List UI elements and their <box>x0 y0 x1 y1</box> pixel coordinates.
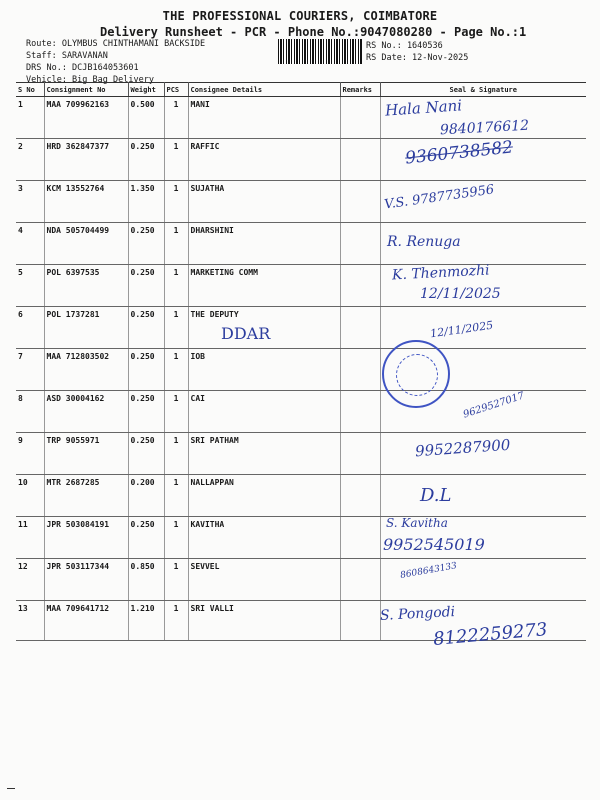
cell-sno: 1 <box>16 97 44 139</box>
cell-pcs: 1 <box>164 601 188 641</box>
scan-edge-mark <box>7 788 15 789</box>
cell-pcs: 1 <box>164 97 188 139</box>
table-header-row <box>16 83 586 97</box>
cell-consignee: THE DEPUTY <box>188 307 340 349</box>
cell-consignee: RAFFIC <box>188 139 340 181</box>
rs-date: RS Date: 12-Nov-2025 <box>366 53 469 63</box>
signature-6-date: 12/11/2025 <box>429 318 495 341</box>
cell-pcs: 1 <box>164 391 188 433</box>
signature-11-name: S. Kavitha <box>386 516 448 530</box>
table-row <box>16 307 586 349</box>
cell-consignment: POL 6397535 <box>44 265 128 307</box>
cell-pcs: 1 <box>164 223 188 265</box>
table-row <box>16 349 586 391</box>
cell-remarks <box>340 433 380 475</box>
route-label: Route: OLYMBUS CHINTHAMANI BACKSIDE <box>26 39 206 49</box>
cell-sno: 12 <box>16 559 44 601</box>
cell-weight: 1.350 <box>128 181 164 223</box>
vehicle-label: Vehicle: Big Bag Delivery <box>26 75 154 85</box>
signature-2-phone: 9360738582 <box>404 137 514 169</box>
header-sno: S No <box>16 83 44 97</box>
cell-remarks <box>340 349 380 391</box>
cell-pcs: 1 <box>164 559 188 601</box>
cell-consignment: NDA 505704499 <box>44 223 128 265</box>
cell-remarks <box>340 181 380 223</box>
cell-remarks <box>340 559 380 601</box>
signature-5-name: K. Thenmozhi <box>391 262 490 284</box>
cell-weight: 0.250 <box>128 517 164 559</box>
header-remarks: Remarks <box>340 83 380 97</box>
signature-13-name: S. Pongodi <box>379 604 456 624</box>
cell-pcs: 1 <box>164 181 188 223</box>
cell-consignment: ASD 30004162 <box>44 391 128 433</box>
table-row <box>16 223 586 265</box>
signature-5-date: 12/11/2025 <box>420 286 501 302</box>
header-consignee: Consignee Details <box>188 83 340 97</box>
rs-number: RS No.: 1640536 <box>366 41 443 51</box>
cell-remarks <box>340 139 380 181</box>
signature-9-phone: 9952287900 <box>414 435 511 461</box>
cell-sno: 13 <box>16 601 44 641</box>
cell-consignment: MAA 712803502 <box>44 349 128 391</box>
cell-consignment: JPR 503084191 <box>44 517 128 559</box>
cell-remarks <box>340 475 380 517</box>
cell-pcs: 1 <box>164 265 188 307</box>
cell-consignee: SRI PATHAM <box>188 433 340 475</box>
cell-consignee: SUJATHA <box>188 181 340 223</box>
cell-remarks <box>340 97 380 139</box>
cell-consignment: MAA 709641712 <box>44 601 128 641</box>
cell-sno: 10 <box>16 475 44 517</box>
cell-pcs: 1 <box>164 349 188 391</box>
table-row <box>16 517 586 559</box>
signature-8-phone: 9629527017 <box>461 390 526 421</box>
signature-1-name: Hala Nani <box>384 96 463 120</box>
cell-weight: 0.250 <box>128 223 164 265</box>
cell-consignee: SEVVEL <box>188 559 340 601</box>
cell-consignee: IOB <box>188 349 340 391</box>
table-row <box>16 559 586 601</box>
table-row <box>16 475 586 517</box>
cell-weight: 0.250 <box>128 391 164 433</box>
cell-consignee: MANI <box>188 97 340 139</box>
cell-weight: 0.200 <box>128 475 164 517</box>
cell-consignment: HRD 362847377 <box>44 139 128 181</box>
cell-sno: 3 <box>16 181 44 223</box>
header-weight: Weight <box>128 83 164 97</box>
signature-11-phone: 9952545019 <box>383 535 485 554</box>
drs-number: DRS No.: DCJB164053601 <box>26 63 139 73</box>
ddar-mark: DDAR <box>221 324 271 343</box>
office-seal-stamp <box>382 340 450 408</box>
cell-pcs: 1 <box>164 307 188 349</box>
cell-sno: 8 <box>16 391 44 433</box>
cell-consignee: CAI <box>188 391 340 433</box>
signature-10: D.L <box>420 485 452 506</box>
cell-consignment: JPR 503117344 <box>44 559 128 601</box>
signature-4: R. Renuga <box>387 234 461 250</box>
company-title: THE PROFESSIONAL COURIERS, COIMBATORE <box>162 9 438 23</box>
cell-consignment: MTR 2687285 <box>44 475 128 517</box>
staff-label: Staff: SARAVANAN <box>26 51 108 61</box>
barcode <box>278 39 362 64</box>
cell-consignee: KAVITHA <box>188 517 340 559</box>
cell-sno: 6 <box>16 307 44 349</box>
cell-sno: 4 <box>16 223 44 265</box>
cell-sno: 9 <box>16 433 44 475</box>
cell-consignment: KCM 13552764 <box>44 181 128 223</box>
cell-pcs: 1 <box>164 475 188 517</box>
runsheet-table <box>16 82 586 641</box>
header-consignment: Consignment No <box>44 83 128 97</box>
signature-3: V.S. 9787735956 <box>383 182 496 213</box>
cell-weight: 0.850 <box>128 559 164 601</box>
runsheet-heading: Delivery Runsheet - PCR - Phone No.:9047080280 - Page No.:1 <box>100 25 527 39</box>
cell-consignment: TRP 9055971 <box>44 433 128 475</box>
header-pcs: PCS <box>164 83 188 97</box>
cell-pcs: 1 <box>164 433 188 475</box>
cell-weight: 0.500 <box>128 97 164 139</box>
cell-remarks <box>340 517 380 559</box>
cell-consignment: MAA 709962163 <box>44 97 128 139</box>
cell-signature <box>380 559 586 601</box>
cell-pcs: 1 <box>164 139 188 181</box>
table-row <box>16 181 586 223</box>
cell-signature <box>380 475 586 517</box>
cell-pcs: 1 <box>164 517 188 559</box>
cell-remarks <box>340 307 380 349</box>
cell-weight: 0.250 <box>128 139 164 181</box>
signature-12-phone: 8608643133 <box>399 561 458 581</box>
cell-consignment: POL 1737281 <box>44 307 128 349</box>
header-signature: Seal & Signature <box>380 83 586 97</box>
cell-sno: 5 <box>16 265 44 307</box>
cell-sno: 2 <box>16 139 44 181</box>
cell-consignee: SRI VALLI <box>188 601 340 641</box>
cell-remarks <box>340 265 380 307</box>
signature-13-phone: 8122259273 <box>432 619 549 650</box>
cell-sno: 7 <box>16 349 44 391</box>
cell-remarks <box>340 223 380 265</box>
cell-consignee: NALLAPPAN <box>188 475 340 517</box>
cell-weight: 1.210 <box>128 601 164 641</box>
signature-1-phone: 9840176612 <box>439 117 530 139</box>
cell-weight: 0.250 <box>128 349 164 391</box>
cell-weight: 0.250 <box>128 433 164 475</box>
cell-remarks <box>340 601 380 641</box>
cell-consignee: MARKETING COMM <box>188 265 340 307</box>
cell-consignee: DHARSHINI <box>188 223 340 265</box>
cell-weight: 0.250 <box>128 307 164 349</box>
cell-remarks <box>340 391 380 433</box>
cell-sno: 11 <box>16 517 44 559</box>
cell-weight: 0.250 <box>128 265 164 307</box>
